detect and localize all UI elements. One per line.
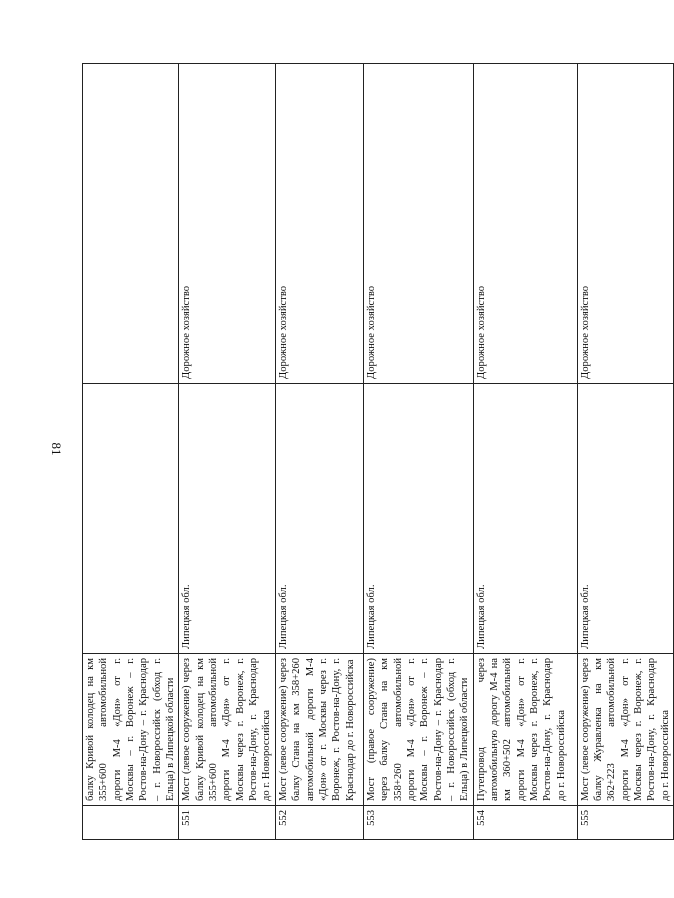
region-cell: Липецкая обл. [577, 384, 673, 654]
region-cell: Липецкая обл. [275, 384, 363, 654]
table-row [83, 64, 179, 840]
object-description: Мост (левое сооружение) через балку Кривой колодец на км 355+600 автомобильной дороги М-4 «Дон» от г. Москвы через г. Воронеж, г. Ростов-на-Дону, г. Краснодар до г. Новороссийска [179, 654, 275, 806]
row-number: 554 [473, 806, 577, 840]
object-description: Мост (левое сооружение) через балку Журавленка на км 362+223 автомобильной дороги М-4 «Дон» от г. Москвы через г. Воронеж, г. Ростов-на-Дону, г. Краснодар до г. Новороссийска [577, 654, 673, 806]
owner-cell: Дорожное хозяйство [179, 64, 275, 384]
owner-cell [83, 64, 179, 384]
region-cell [83, 384, 179, 654]
object-description: Мост (левое сооружение) через балку Стана на км 358+260 автомобильной дороги М-4 «Дон» от г. Москвы через г. Воронеж, г. Ростов-на-Дону, г. Краснодар до г. Новороссийска [275, 654, 363, 806]
table-row [473, 64, 577, 840]
object-description: балку Кривой колодец на км 355+600 автомобильной дороги М-4 «Дон» от г. Москвы – г. Воронеж – г. Ростов-на-Дону – г. Краснодар – г. Новороссийск (обход г. Ельца) в Липецкой области [83, 654, 179, 806]
registry-table [82, 63, 674, 840]
row-number [83, 806, 179, 840]
owner-cell: Дорожное хозяйство [577, 64, 673, 384]
object-description: Путепровод через автомобильную дорогу М-4 на км 360+502 автомобильной дороги М-4 «Дон» от г. Москвы через г. Воронеж, г. Ростов-на-Дону, г. Краснодар до г. Новороссийска [473, 654, 577, 806]
owner-cell: Дорожное хозяйство [275, 64, 363, 384]
region-cell: Липецкая обл. [363, 384, 473, 654]
table-row [577, 64, 673, 840]
row-number: 552 [275, 806, 363, 840]
owner-cell: Дорожное хозяйство [473, 64, 577, 384]
table-row [275, 64, 363, 840]
owner-cell: Дорожное хозяйство [363, 64, 473, 384]
page-number: 81 [49, 442, 64, 456]
table-row [363, 64, 473, 840]
row-number: 553 [363, 806, 473, 840]
registry-table-container [82, 64, 671, 840]
table-row [179, 64, 275, 840]
object-description: Мост (правое сооружение) через балку Стана на км 358+260 автомобильной дороги М-4 «Дон» от г. Москвы – г. Воронеж – г. Ростов-на-Дону – г. Краснодар – г. Новороссийск (обход г. Ельца) в Липецкой области [363, 654, 473, 806]
region-cell: Липецкая обл. [473, 384, 577, 654]
row-number: 555 [577, 806, 673, 840]
row-number: 551 [179, 806, 275, 840]
region-cell: Липецкая обл. [179, 384, 275, 654]
